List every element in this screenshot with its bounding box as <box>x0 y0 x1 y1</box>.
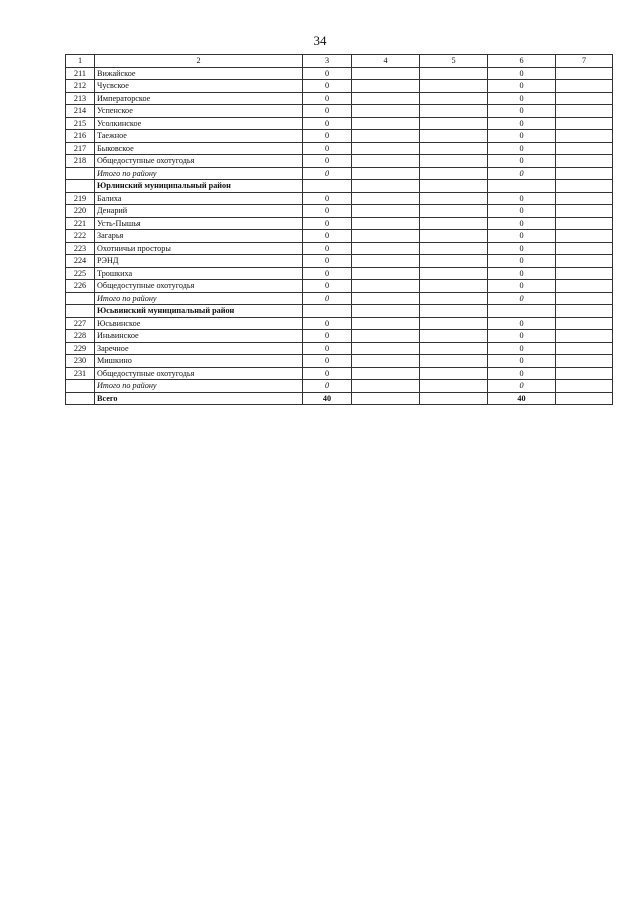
col6-value <box>488 180 556 193</box>
col6-value <box>488 305 556 318</box>
col7-value <box>556 380 613 393</box>
col7-value <box>556 117 613 130</box>
col3-value: 0 <box>303 280 352 293</box>
row-number: 231 <box>66 367 95 380</box>
district-header-row <box>66 305 613 318</box>
district-header-row <box>66 180 613 193</box>
row-name: Итого по району <box>95 167 303 180</box>
table-row <box>66 255 613 268</box>
row-number: 214 <box>66 105 95 118</box>
col3-value: 40 <box>303 392 352 405</box>
header-cell: 1 <box>66 55 95 68</box>
col6-value: 0 <box>488 105 556 118</box>
col4-value <box>352 330 420 343</box>
col7-value <box>556 230 613 243</box>
col3-value: 0 <box>303 330 352 343</box>
col5-value <box>420 180 488 193</box>
col7-value <box>556 142 613 155</box>
col7-value <box>556 242 613 255</box>
row-number <box>66 292 95 305</box>
row-number: 222 <box>66 230 95 243</box>
col4-value <box>352 180 420 193</box>
col7-value <box>556 180 613 193</box>
col6-value: 0 <box>488 217 556 230</box>
table-row <box>66 367 613 380</box>
row-number: 220 <box>66 205 95 218</box>
col5-value <box>420 392 488 405</box>
row-number: 228 <box>66 330 95 343</box>
col7-value <box>556 317 613 330</box>
col6-value: 0 <box>488 230 556 243</box>
row-number: 223 <box>66 242 95 255</box>
row-number: 211 <box>66 67 95 80</box>
subtotal-row <box>66 167 613 180</box>
row-name: Императорское <box>95 92 303 105</box>
row-name: Успенское <box>95 105 303 118</box>
col4-value <box>352 280 420 293</box>
table-row <box>66 342 613 355</box>
table-row <box>66 330 613 343</box>
col4-value <box>352 192 420 205</box>
row-name: Итого по району <box>95 380 303 393</box>
col6-value: 0 <box>488 205 556 218</box>
col6-value: 0 <box>488 355 556 368</box>
row-name: Усолкинское <box>95 117 303 130</box>
col4-value <box>352 230 420 243</box>
row-number: 219 <box>66 192 95 205</box>
total-row <box>66 392 613 405</box>
col3-value: 0 <box>303 292 352 305</box>
row-number <box>66 180 95 193</box>
row-number: 230 <box>66 355 95 368</box>
col5-value <box>420 317 488 330</box>
col3-value: 0 <box>303 355 352 368</box>
col3-value: 0 <box>303 380 352 393</box>
row-name: Итого по району <box>95 292 303 305</box>
col3-value: 0 <box>303 142 352 155</box>
row-number: 221 <box>66 217 95 230</box>
col7-value <box>556 105 613 118</box>
col6-value: 0 <box>488 367 556 380</box>
col3-value: 0 <box>303 267 352 280</box>
table-row <box>66 130 613 143</box>
row-number <box>66 392 95 405</box>
col5-value <box>420 92 488 105</box>
col4-value <box>352 267 420 280</box>
table-row <box>66 117 613 130</box>
table-header-row <box>66 55 613 68</box>
col3-value: 0 <box>303 342 352 355</box>
col3-value: 0 <box>303 192 352 205</box>
col7-value <box>556 92 613 105</box>
col6-value: 0 <box>488 380 556 393</box>
row-number: 217 <box>66 142 95 155</box>
row-name: Таежное <box>95 130 303 143</box>
header-cell: 3 <box>303 55 352 68</box>
row-name: Мишкино <box>95 355 303 368</box>
col6-value: 0 <box>488 292 556 305</box>
col7-value <box>556 167 613 180</box>
col3-value: 0 <box>303 92 352 105</box>
col6-value: 0 <box>488 167 556 180</box>
table-row <box>66 230 613 243</box>
col5-value <box>420 305 488 318</box>
col5-value <box>420 167 488 180</box>
table-row <box>66 205 613 218</box>
col6-value: 0 <box>488 80 556 93</box>
col7-value <box>556 67 613 80</box>
col5-value <box>420 242 488 255</box>
table-row <box>66 142 613 155</box>
row-name: Юсьвинский муниципальный район <box>95 305 303 318</box>
col3-value: 0 <box>303 317 352 330</box>
col3-value: 0 <box>303 242 352 255</box>
col5-value <box>420 117 488 130</box>
row-number: 212 <box>66 80 95 93</box>
col5-value <box>420 142 488 155</box>
col7-value <box>556 355 613 368</box>
table-row <box>66 67 613 80</box>
row-number <box>66 380 95 393</box>
col3-value: 0 <box>303 105 352 118</box>
row-name: Юсьвинское <box>95 317 303 330</box>
col5-value <box>420 80 488 93</box>
col4-value <box>352 117 420 130</box>
header-cell: 5 <box>420 55 488 68</box>
col4-value <box>352 305 420 318</box>
col6-value: 0 <box>488 267 556 280</box>
col3-value: 0 <box>303 67 352 80</box>
col7-value <box>556 205 613 218</box>
col5-value <box>420 192 488 205</box>
table-row <box>66 317 613 330</box>
allocation-table <box>65 54 613 405</box>
col3-value: 0 <box>303 255 352 268</box>
row-name: Заречное <box>95 342 303 355</box>
row-name: Быковское <box>95 142 303 155</box>
row-number: 226 <box>66 280 95 293</box>
col7-value <box>556 192 613 205</box>
table-row <box>66 267 613 280</box>
col6-value: 0 <box>488 142 556 155</box>
col4-value <box>352 355 420 368</box>
table-row <box>66 155 613 168</box>
col7-value <box>556 80 613 93</box>
subtotal-row <box>66 292 613 305</box>
row-name: Иньвинское <box>95 330 303 343</box>
col4-value <box>352 105 420 118</box>
row-name: Всего <box>95 392 303 405</box>
col6-value: 0 <box>488 342 556 355</box>
header-cell: 2 <box>95 55 303 68</box>
row-name: Усть-Пышья <box>95 217 303 230</box>
row-name: Трошкиха <box>95 267 303 280</box>
col3-value: 0 <box>303 167 352 180</box>
col4-value <box>352 67 420 80</box>
header-cell: 7 <box>556 55 613 68</box>
col7-value <box>556 130 613 143</box>
row-number: 229 <box>66 342 95 355</box>
col5-value <box>420 130 488 143</box>
table-row <box>66 217 613 230</box>
col4-value <box>352 292 420 305</box>
col7-value <box>556 392 613 405</box>
col4-value <box>352 367 420 380</box>
row-number: 227 <box>66 317 95 330</box>
col5-value <box>420 342 488 355</box>
col5-value <box>420 205 488 218</box>
row-name: Денарий <box>95 205 303 218</box>
col3-value: 0 <box>303 217 352 230</box>
col4-value <box>352 92 420 105</box>
row-name: Чусвское <box>95 80 303 93</box>
row-number: 215 <box>66 117 95 130</box>
col7-value <box>556 155 613 168</box>
subtotal-row <box>66 380 613 393</box>
row-name: Балиха <box>95 192 303 205</box>
col6-value: 0 <box>488 67 556 80</box>
col4-value <box>352 242 420 255</box>
col4-value <box>352 205 420 218</box>
col3-value: 0 <box>303 80 352 93</box>
col3-value: 0 <box>303 130 352 143</box>
table-row <box>66 105 613 118</box>
col3-value: 0 <box>303 117 352 130</box>
col6-value: 0 <box>488 130 556 143</box>
col5-value <box>420 280 488 293</box>
page-number: 34 <box>313 33 327 48</box>
col6-value: 0 <box>488 280 556 293</box>
row-name: РЭНД <box>95 255 303 268</box>
row-number: 225 <box>66 267 95 280</box>
col7-value <box>556 330 613 343</box>
col3-value: 0 <box>303 367 352 380</box>
header-cell: 6 <box>488 55 556 68</box>
row-number: 218 <box>66 155 95 168</box>
table-row <box>66 92 613 105</box>
col3-value <box>303 180 352 193</box>
row-number <box>66 167 95 180</box>
col6-value: 0 <box>488 92 556 105</box>
table-row <box>66 355 613 368</box>
col4-value <box>352 167 420 180</box>
col4-value <box>352 155 420 168</box>
col7-value <box>556 342 613 355</box>
col6-value: 0 <box>488 242 556 255</box>
row-number <box>66 305 95 318</box>
row-name: Вижайское <box>95 67 303 80</box>
table-row <box>66 242 613 255</box>
row-name: Общедоступные охотугодья <box>95 367 303 380</box>
col6-value: 0 <box>488 117 556 130</box>
row-name: Загарья <box>95 230 303 243</box>
col4-value <box>352 217 420 230</box>
row-number: 224 <box>66 255 95 268</box>
table-row <box>66 280 613 293</box>
col7-value <box>556 255 613 268</box>
col3-value: 0 <box>303 205 352 218</box>
col5-value <box>420 380 488 393</box>
col7-value <box>556 217 613 230</box>
col4-value <box>352 255 420 268</box>
header-cell: 4 <box>352 55 420 68</box>
col6-value: 0 <box>488 155 556 168</box>
row-name: Юрлинский муниципальный район <box>95 180 303 193</box>
col6-value: 40 <box>488 392 556 405</box>
col4-value <box>352 380 420 393</box>
col7-value <box>556 292 613 305</box>
col3-value: 0 <box>303 230 352 243</box>
row-name: Общедоступные охотугодья <box>95 280 303 293</box>
col6-value: 0 <box>488 330 556 343</box>
col3-value <box>303 305 352 318</box>
col5-value <box>420 267 488 280</box>
row-number: 216 <box>66 130 95 143</box>
col5-value <box>420 367 488 380</box>
col4-value <box>352 342 420 355</box>
table-row <box>66 192 613 205</box>
col6-value: 0 <box>488 317 556 330</box>
col5-value <box>420 105 488 118</box>
col5-value <box>420 230 488 243</box>
col5-value <box>420 67 488 80</box>
col4-value <box>352 80 420 93</box>
col7-value <box>556 267 613 280</box>
col4-value <box>352 130 420 143</box>
row-number: 213 <box>66 92 95 105</box>
col5-value <box>420 292 488 305</box>
col5-value <box>420 355 488 368</box>
col6-value: 0 <box>488 192 556 205</box>
row-name: Охотничьи просторы <box>95 242 303 255</box>
col5-value <box>420 255 488 268</box>
col6-value: 0 <box>488 255 556 268</box>
row-name: Общедоступные охотугодья <box>95 155 303 168</box>
col7-value <box>556 280 613 293</box>
col4-value <box>352 317 420 330</box>
col7-value <box>556 367 613 380</box>
table-row <box>66 80 613 93</box>
col5-value <box>420 155 488 168</box>
col4-value <box>352 142 420 155</box>
col7-value <box>556 305 613 318</box>
col5-value <box>420 217 488 230</box>
col4-value <box>352 392 420 405</box>
col3-value: 0 <box>303 155 352 168</box>
col5-value <box>420 330 488 343</box>
